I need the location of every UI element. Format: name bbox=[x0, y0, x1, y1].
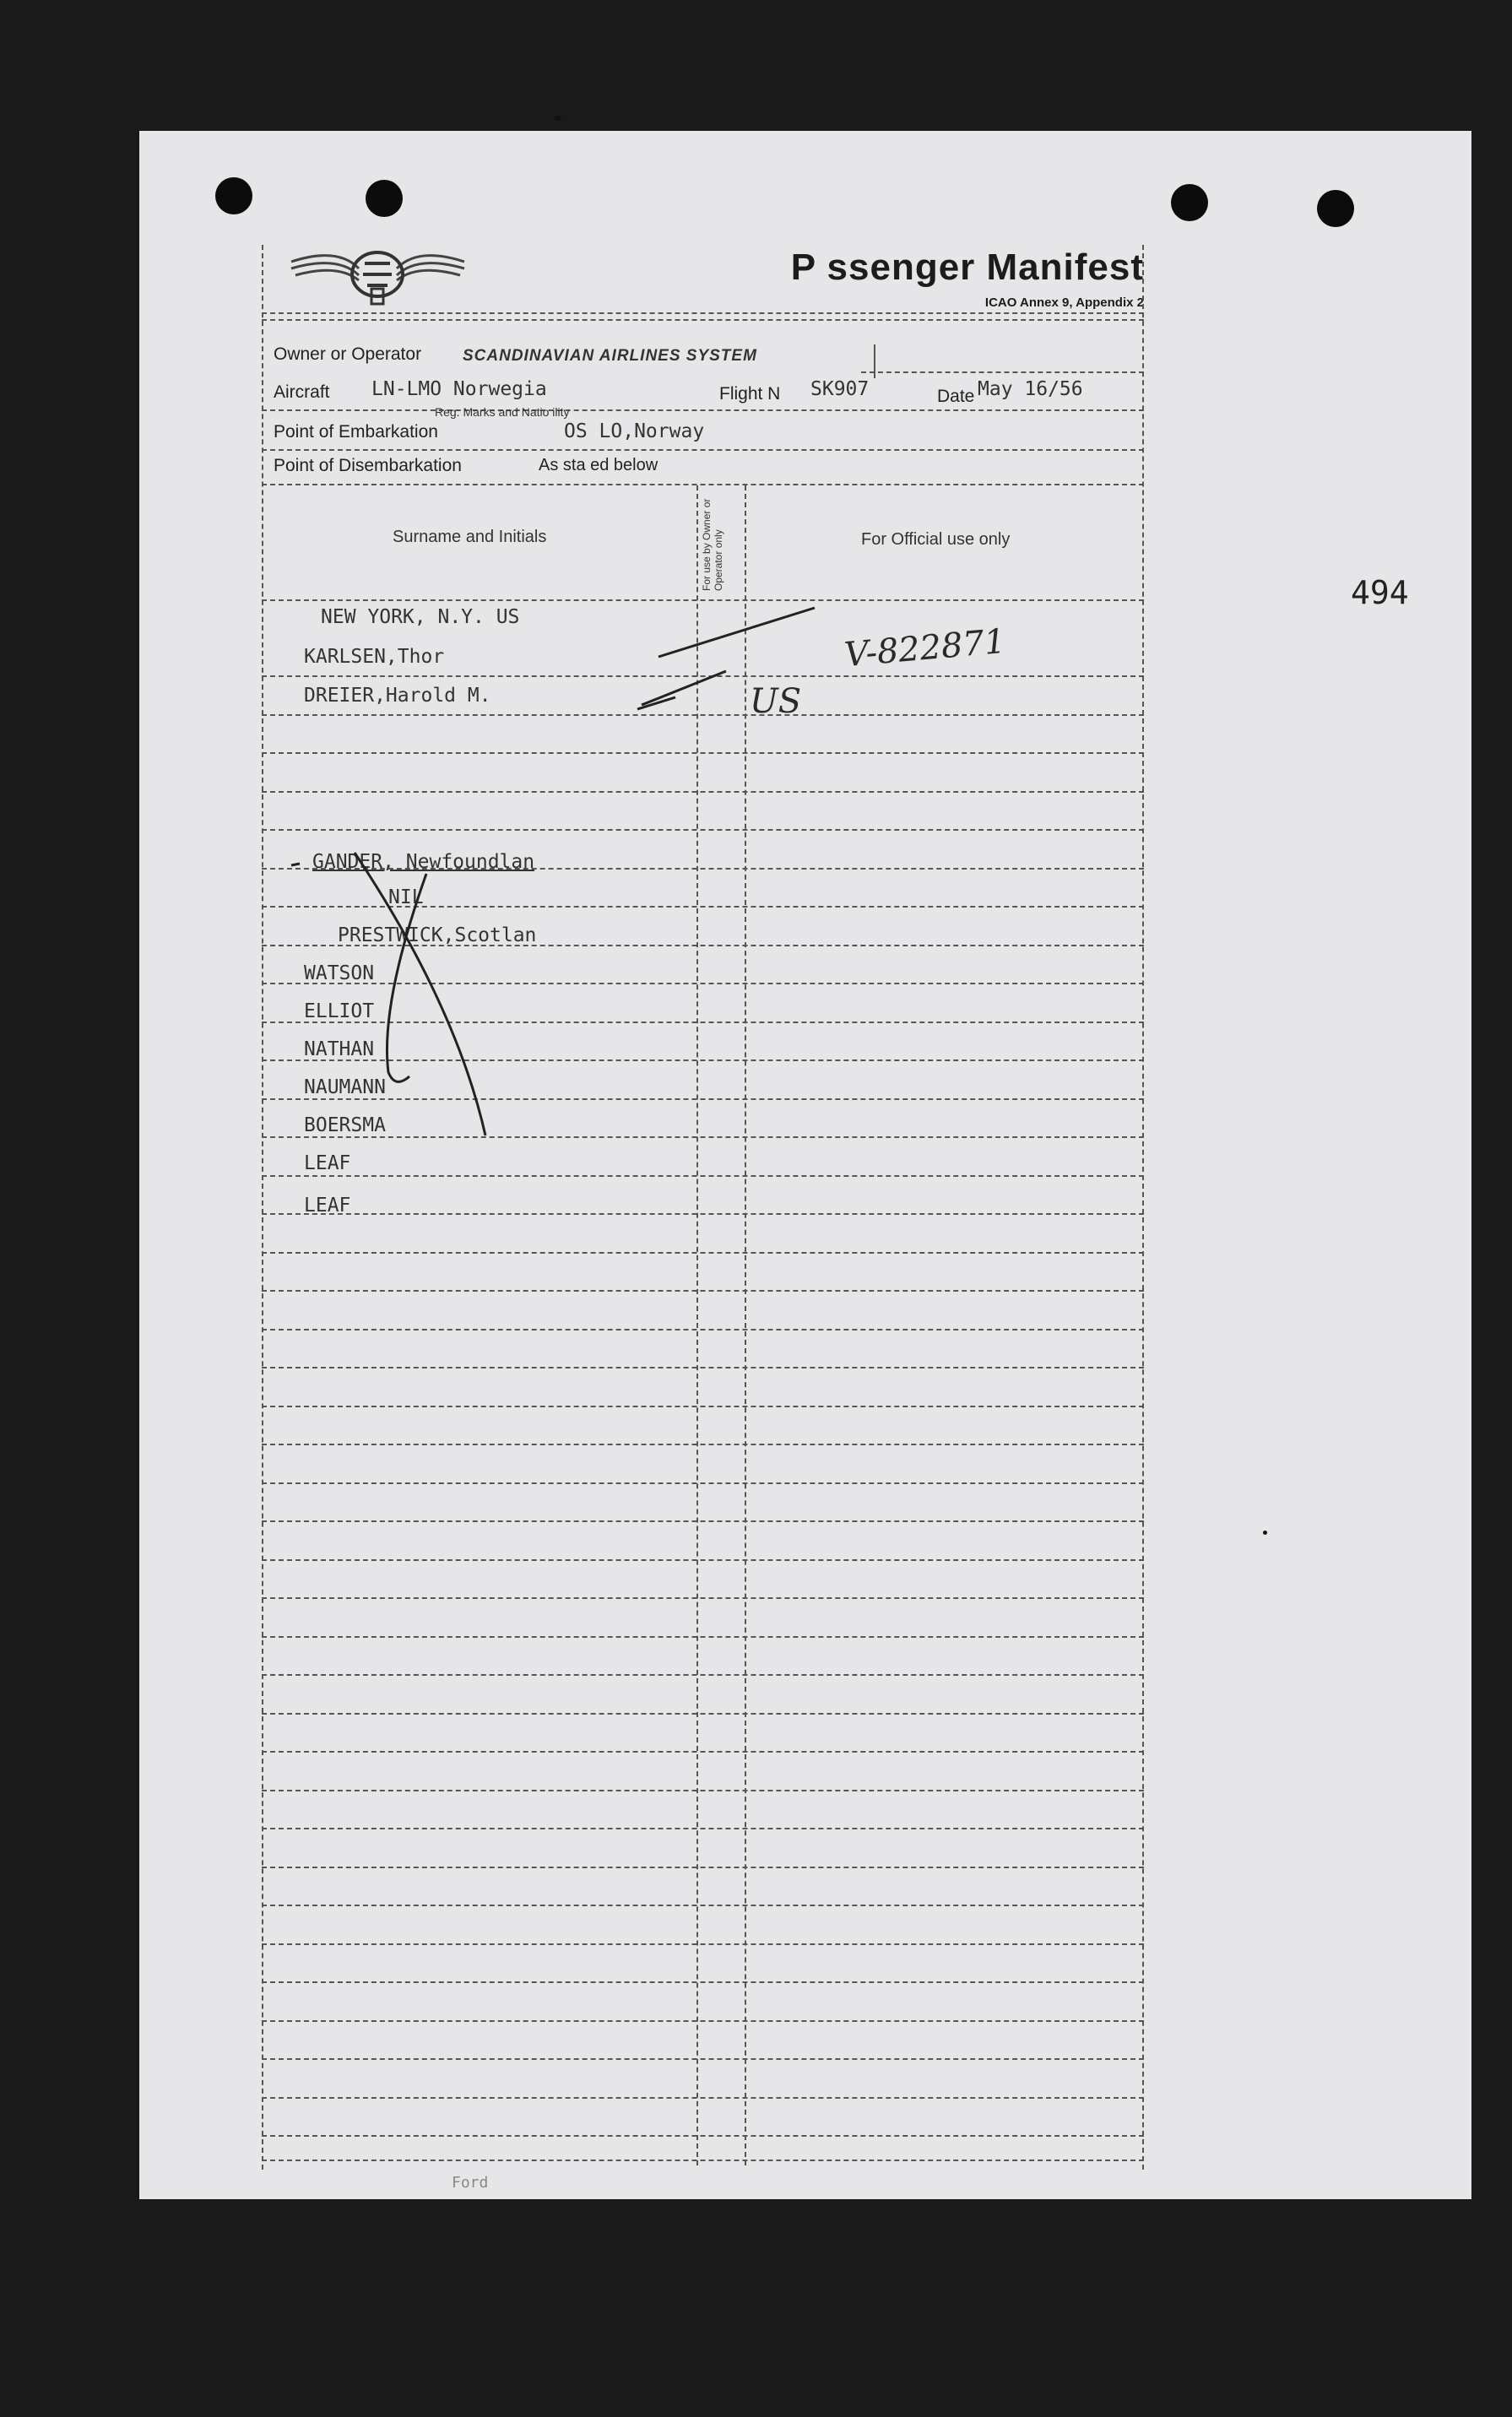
passenger-entry: LEAF bbox=[304, 1152, 351, 1174]
passenger-entry: NEW YORK, N.Y. US bbox=[321, 606, 520, 628]
owner-use-column-label: For use by Owner or Operator only bbox=[701, 498, 724, 591]
us-mark-handwritten: US bbox=[750, 682, 802, 721]
passenger-entry: NATHAN bbox=[304, 1038, 375, 1060]
disembarkation-label: Point of Disembarkation bbox=[274, 456, 462, 475]
names-column-header: Surname and Initials bbox=[393, 528, 547, 546]
flight-value: SK907 bbox=[810, 378, 870, 400]
aircraft-value: LN-LMO Norwegia bbox=[371, 378, 547, 400]
embarkation-label: Point of Embarkation bbox=[274, 422, 438, 442]
form-subtitle: ICAO Annex 9, Appendix 2 bbox=[984, 295, 1144, 310]
owner-value: SCANDINAVIAN AIRLINES SYSTEM bbox=[463, 347, 757, 365]
footer-text: Ford bbox=[452, 2174, 489, 2192]
passenger-entry: NIL bbox=[388, 886, 424, 908]
passenger-entry: PRESTWICK,Scotlan bbox=[338, 924, 537, 946]
passenger-entry: GANDER, Newfoundlan bbox=[312, 851, 535, 873]
passenger-entry: DREIER,Harold M. bbox=[304, 685, 491, 707]
disembarkation-value: As sta ed below bbox=[539, 456, 658, 474]
owner-label: Owner or Operator bbox=[274, 344, 422, 364]
reg-marks-label: Reg. Marks and Natio ility bbox=[435, 405, 570, 419]
official-column-header: For Official use only bbox=[861, 530, 1011, 549]
date-label: Date bbox=[937, 387, 975, 406]
date-value: May 16/56 bbox=[978, 378, 1083, 400]
visa-number-handwritten: V-822871 bbox=[843, 621, 1008, 675]
passenger-entry: BOERSMA bbox=[304, 1114, 386, 1136]
passenger-manifest-form bbox=[253, 245, 1144, 2192]
passenger-entry: LEAF bbox=[304, 1195, 351, 1217]
punch-hole bbox=[215, 177, 252, 214]
passenger-entry: NAUMANN bbox=[304, 1076, 386, 1098]
page-number: 494 bbox=[1351, 574, 1409, 611]
ink-speck bbox=[1263, 1531, 1267, 1535]
embarkation-value: OS LO,Norway bbox=[564, 420, 705, 442]
flight-label: Flight N bbox=[719, 384, 781, 404]
punch-hole bbox=[1171, 184, 1208, 221]
punch-hole bbox=[366, 180, 403, 217]
punch-hole bbox=[1317, 190, 1354, 227]
passenger-entry: ELLIOT bbox=[304, 1000, 375, 1022]
pen-strokes bbox=[253, 245, 1144, 2187]
form-title: P ssenger Manifest bbox=[790, 247, 1144, 288]
aircraft-label: Aircraft bbox=[274, 382, 330, 402]
passenger-entry: KARLSEN,Thor bbox=[304, 646, 445, 668]
passenger-entry: WATSON bbox=[304, 962, 375, 984]
ink-speck bbox=[555, 116, 561, 121]
